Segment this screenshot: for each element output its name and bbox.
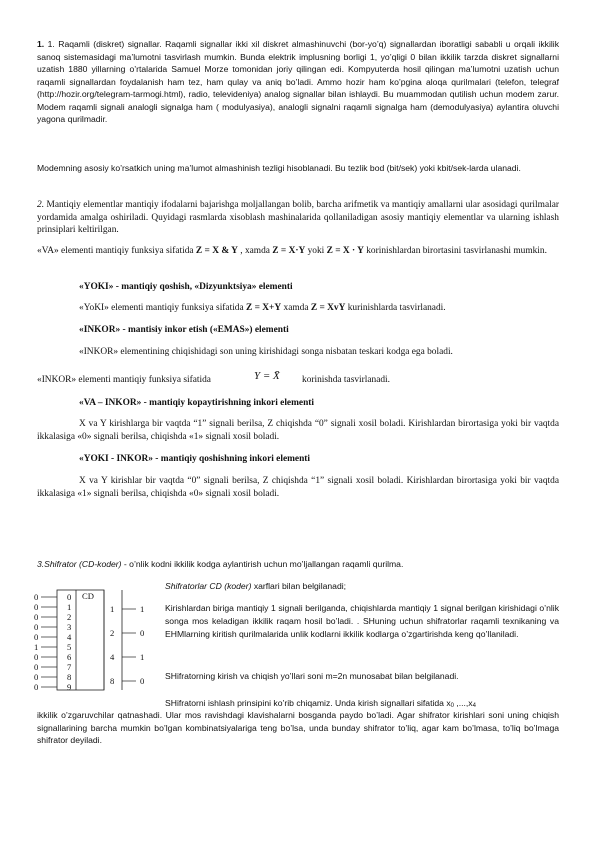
- va-element-text: [37, 245, 559, 258]
- section3-p1-italic: Shifratorlar CD (koder): [165, 581, 252, 591]
- cd-encoder-diagram: [30, 588, 160, 692]
- cd-input-index: 6: [67, 652, 72, 662]
- yoki-text-c: kurinishlarda tasvirlanadi.: [345, 303, 446, 313]
- yoki-formula-1: Z = X+Y: [246, 303, 282, 313]
- cd-output-value: 0: [140, 628, 145, 638]
- section3-p4-a: SHifratorni ishlash prinsipini ko’rib chiqamiz. Unda kirish signallari sifatida x: [165, 698, 451, 708]
- inkor-func-a: «INKOR» elementi mantiqiy funksiya sifatida: [37, 375, 211, 385]
- cd-input-index: 4: [67, 632, 72, 642]
- cd-input-value: 0: [34, 622, 39, 632]
- cd-output-value: 1: [140, 604, 145, 614]
- section3-p4-sub2: 4: [472, 703, 476, 709]
- section1-number: 1.: [37, 39, 45, 49]
- section3-heading-italic: 3.Shifrator (CD-koder): [37, 559, 122, 569]
- section3-p1-rest: xarflari bilan belgilanadi;: [251, 581, 347, 591]
- yoki-inkor-text: [37, 475, 559, 500]
- cd-input-index: 7: [67, 662, 72, 672]
- section1-para2: [37, 162, 559, 175]
- va-text-d: korinishlardan birortasini tasvirlanashi mumkin.: [363, 246, 547, 256]
- cd-output-value: 1: [140, 652, 145, 662]
- section2-number: 2.: [37, 200, 45, 210]
- va-inkor-text-body: X va Y kirishlarga bir vaqtda “1” signali berilsa, Z chiqishda “0” signali xosil boladi. Kirishlardan birortasiga yoki bir vaqtda ikkalasiga «0» signali berilsa, chiqishda «1» signali xosil boladi.: [37, 419, 559, 442]
- cd-output-weight: 4: [110, 652, 115, 662]
- section3-p4-b: ,...,x: [453, 698, 473, 708]
- section3-p5-text: ikkilik o’zgaruvchilar qatnashadi. Ular mos ravishdagi klavishalarni bosganda paydo bo’ladi. Agar shifrator kirishlari soni uning chiqish signallarining barcha mumkin bo’lgan kombinatsiyalariga teng bo’lsa, unda bunday shifrator to’liq, agar kam bo’lmasa, to’liq bo’lmaga shifrator deyiladi.: [37, 710, 559, 745]
- cd-input-index: 5: [67, 642, 72, 652]
- yoki-title: «YOKI» - mantiqiy qoshish, «Dizyunktsiya» elementi: [79, 282, 293, 292]
- cd-input-value: 0: [34, 672, 39, 682]
- cd-input-value: 1: [34, 642, 39, 652]
- yoki-text-a: «YoKI» elementi mantiqiy funksiya sifatida: [79, 303, 246, 313]
- yoki-inkor-text-body: X va Y kirishlar bir vaqtda “0” signali berilsa, Z chiqishda “1” signali xosil boladi. Kirishlardan birortasiga yoki bir vaqtda ikkalasiga «1» signali berilsa, chiqishda «0» signali xosil boladi.: [37, 476, 559, 499]
- yoki-text-b: xamda: [281, 303, 311, 313]
- cd-label: CD: [82, 591, 94, 601]
- cd-input-value: 0: [34, 602, 39, 612]
- cd-output-weight: 1: [110, 604, 115, 614]
- va-formula-2: Z = X·Y: [272, 246, 306, 256]
- section1-text: 1. Raqamli (diskret) signallar. Raqamli signallar ikki xil diskret almashinuvchi (bor-yo’q) signallardan iboratligi sababli u orqali ikkilik sanoq sistemasidagi ma’lumotni tasvirlash mumkin. Bunda elektrik implusning borligi 1, yo’qligi 0 bilan ikkilik tarzda diskret signallarni uzatish 1880 yillarning o’rtalarida Samuel Morze tomonidan joriy qilingan edi. Kompyuterda hosil qilingan ma’lumotni uzatish uchun raqamli signallardan foydalanish ham tez, ham qulay va aniq bo’ladi. Ammo hozir ham ko’pgina aloqa qurilmalari (telefon, telegraf (http://hozir.org/telegram-tarmogi.html), radio, televideniya) analog signallar bilan ishlaydi. Bu muammodan qutilish uchun modem zarur. Modem raqamli signali analogli signalga ham ( modulyasiya), analogli signalni raqamli signalga ham (demodulyasiya) aylantira oluvchi yagona qurilmadir.: [37, 39, 559, 124]
- cd-input-index: 2: [67, 612, 72, 622]
- section3-p3: SHifratorning kirish va chiqish yo’llari soni m=2n munosabat bilan belgilanadi.: [165, 671, 459, 681]
- cd-output-weight: 8: [110, 676, 115, 686]
- inkor-func-b: korinishda tasvirlanadi.: [302, 375, 391, 385]
- section1-para1: [37, 38, 559, 126]
- inkor-formula: Y = X̄: [254, 370, 280, 382]
- section3-p2-text: Kirishlardan biriga mantiqiy 1 signali berilganda, chiqishlarda mantiqiy 1 signal berilgan kirishidagi o’nlik songa mos keladigan ikkilik raqam hosil bo’ladi. . SHuning uchun shifratorlar raqamli texnikaning va EHMlarning kiritish qurilmalarida unlik kodlarni ikkilik kodlarga o’zgartirishda keng qo’llaniladi.: [165, 603, 559, 639]
- cd-input-value: 0: [34, 612, 39, 622]
- cd-input-index: 1: [67, 602, 72, 612]
- va-formula-3: Z = X · Y: [326, 246, 364, 256]
- va-text-c: yoki: [305, 246, 327, 256]
- section3-heading-rest: - o’nlik kodni ikkilik kodga aylantirish uchun mo’ljallangan raqamli qurilma.: [121, 559, 404, 569]
- inkor-text: «INKOR» elementining chiqishidagi son uning kirishidagi songa nisbatan teskari kodga ega boladi.: [79, 347, 453, 357]
- va-formula-1: Z = X & Y: [195, 246, 238, 256]
- section3-p2: [165, 602, 559, 640]
- section3-p4-sub1: 0: [450, 703, 454, 709]
- cd-output-weight: 2: [110, 628, 115, 638]
- section1-para2-text: Modemning asosiy ko’rsatkich uning ma’lumot almashinish tezligi hisoblanadi. Bu tezlik bod (bit/sek) yoki kbit/sek-larda ulanadi.: [37, 163, 521, 173]
- cd-input-index: 0: [67, 592, 72, 602]
- yoki-text: [79, 302, 559, 315]
- section3-p5: [37, 709, 559, 747]
- cd-input-value: 0: [34, 662, 39, 672]
- cd-input-value: 0: [34, 632, 39, 642]
- va-inkor-text: [37, 418, 559, 443]
- cd-input-value: 0: [34, 592, 39, 602]
- section3-heading: [37, 558, 559, 571]
- cd-input-index: 3: [67, 622, 72, 632]
- section3-p1: [165, 580, 559, 593]
- section2-intro: [37, 199, 559, 237]
- va-text-b: , xamda: [237, 246, 273, 256]
- cd-input-value: 0: [34, 682, 39, 692]
- yoki-inkor-title: «YOKI - INKOR» - mantiqiy qoshishning inkori elementi: [79, 454, 311, 464]
- inkor-title: «INKOR» - mantisiy inkor etish («EMAS») elementi: [79, 325, 289, 335]
- cd-input-index: 9: [67, 682, 72, 692]
- cd-input-index: 8: [67, 672, 72, 682]
- va-text-a: «VA» elementi mantiqiy funksiya sifatida: [37, 246, 196, 256]
- section2-intro-text: Mantiqiy elementlar mantiqiy ifodalarni bajarishga moljallangan bolib, barcha arifmetik va mantiqiy amallarni ular asosidagi qurilmalar yordamida amalga oshiriladi. Quyidagi rasmlarda xisoblash mashinalarida qollaniladigan asosiy mantiqiy elementlar va ularning ishlash prinsiplari keltirilgan.: [37, 200, 559, 236]
- va-inkor-title: «VA – INKOR» - mantiqiy kopaytirishning inkori elementi: [79, 398, 315, 408]
- cd-output-value: 0: [140, 676, 145, 686]
- yoki-formula-2: Z = XvY: [310, 303, 346, 313]
- cd-input-value: 0: [34, 652, 39, 662]
